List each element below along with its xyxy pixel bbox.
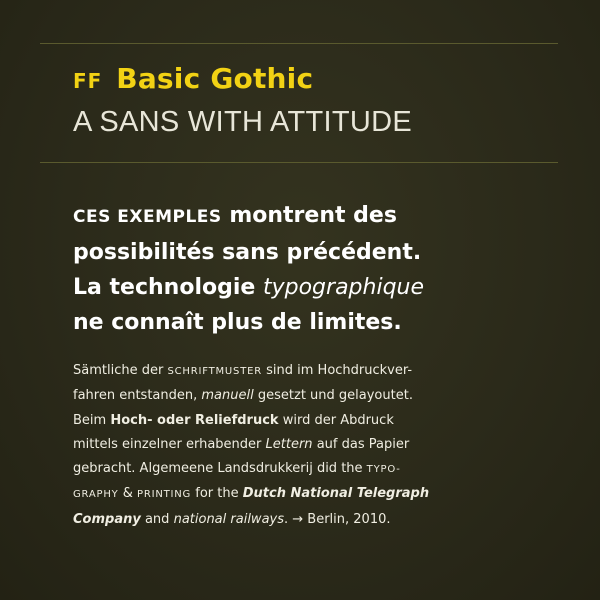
title-prefix: FF bbox=[73, 69, 103, 93]
body-text: gesetzt und gelayoutet. bbox=[257, 388, 413, 404]
body-bold-italic: Dutch National Telegraph bbox=[242, 486, 430, 502]
body-line bbox=[73, 482, 553, 507]
body-smallcaps: GRAPHY bbox=[73, 489, 119, 501]
body-line bbox=[73, 359, 553, 384]
headline-text: montrent des bbox=[229, 203, 397, 228]
body-smallcaps: TYPO- bbox=[366, 464, 401, 476]
body-line bbox=[73, 433, 553, 457]
body-bold-italic: Company bbox=[73, 511, 141, 527]
title-name: Basic Gothic bbox=[116, 62, 314, 95]
body-line bbox=[73, 384, 553, 408]
top-divider bbox=[40, 43, 558, 44]
body-italic: manuell bbox=[201, 388, 254, 404]
headline-text: La technologie bbox=[73, 275, 256, 300]
font-subtitle: A SANS WITH ATTITUDE bbox=[73, 106, 412, 138]
body-text: Beim bbox=[73, 412, 107, 428]
font-title bbox=[73, 62, 313, 95]
body-text: mittels einzelner erhabender bbox=[73, 436, 262, 452]
middle-divider bbox=[40, 162, 558, 163]
body-line bbox=[73, 508, 553, 532]
body-text: Sämtliche der bbox=[73, 363, 164, 378]
body-text: sind im Hochdruckver- bbox=[266, 363, 413, 378]
body-text: for the bbox=[195, 486, 239, 502]
body-text: and bbox=[144, 511, 170, 527]
body-italic: national railways bbox=[173, 511, 284, 527]
body-line bbox=[73, 457, 553, 482]
body-text: fahren entstanden, bbox=[73, 388, 198, 404]
body-text: wird der Abdruck bbox=[282, 412, 394, 428]
body-italic: Lettern bbox=[265, 436, 313, 452]
headline-line bbox=[73, 198, 573, 235]
body-text: . → Berlin, 2010. bbox=[284, 511, 391, 527]
body-smallcaps: PRINTING bbox=[137, 489, 192, 501]
body-text: auf das Papier bbox=[316, 436, 410, 452]
body-line bbox=[73, 409, 553, 433]
body-text: gebracht. Algemeene Landsdrukkerij did the bbox=[73, 461, 363, 477]
headline-paragraph bbox=[73, 198, 573, 340]
headline-line: ne connaît plus de limites. bbox=[73, 310, 402, 335]
body-paragraph bbox=[73, 359, 553, 532]
body-text: & bbox=[122, 486, 133, 502]
headline-line bbox=[73, 270, 573, 305]
headline-italic: typographique bbox=[262, 275, 425, 300]
headline-line: possibilités sans précédent. bbox=[73, 240, 422, 265]
body-smallcaps: SCHRIFTMUSTER bbox=[167, 366, 262, 377]
body-bold: Hoch- oder Reliefdruck bbox=[110, 412, 279, 428]
headline-smallcaps: CES EXEMPLES bbox=[73, 207, 222, 227]
